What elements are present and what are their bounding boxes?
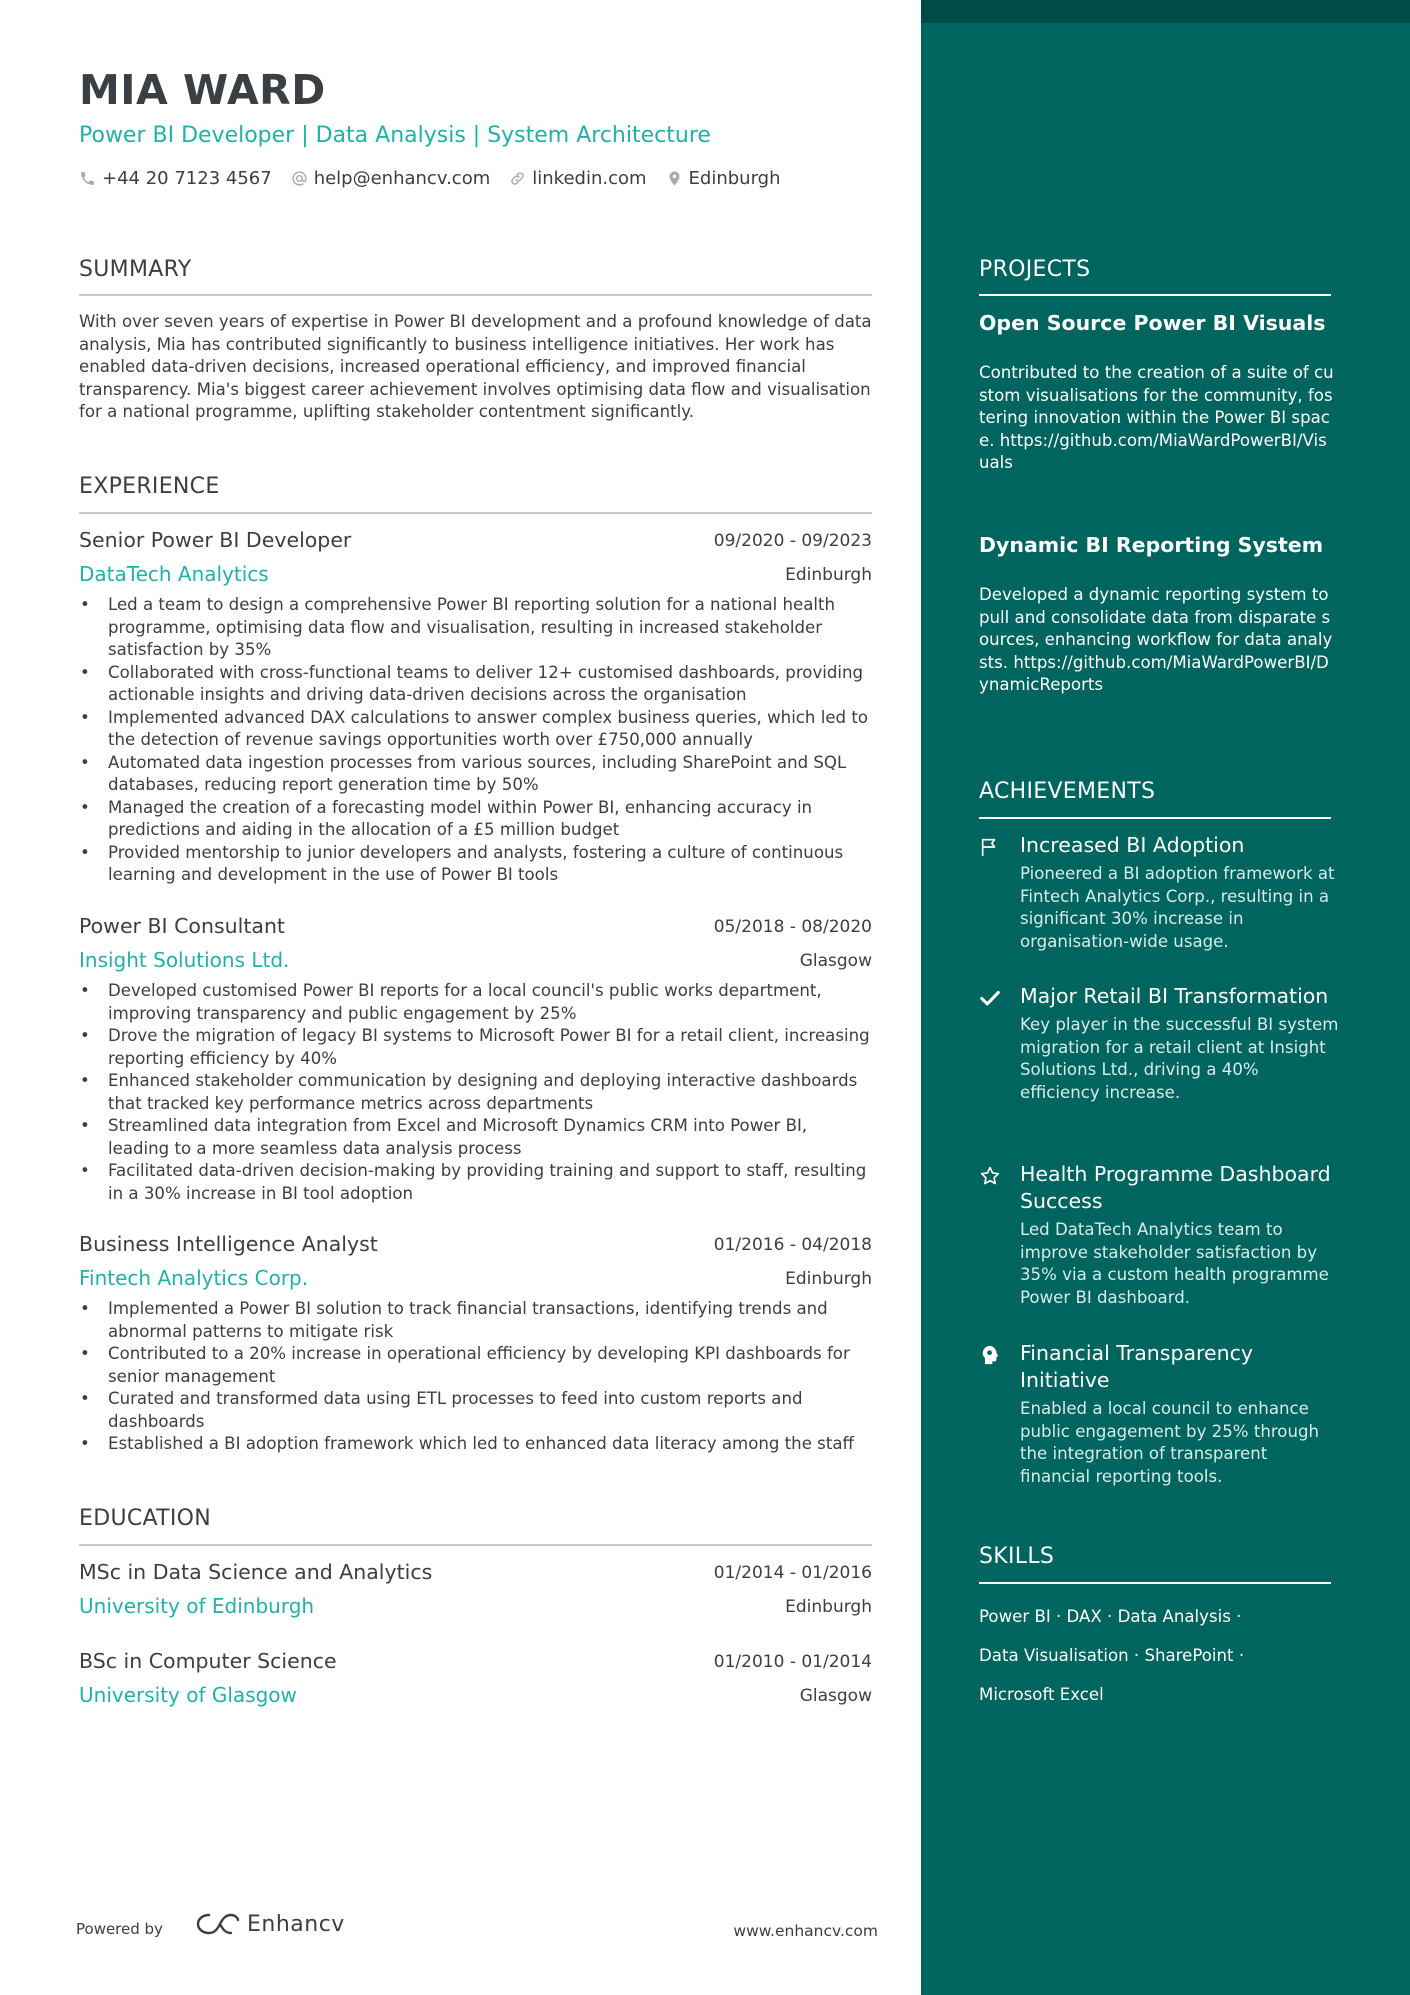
achievement-title: Health Programme Dashboard Success (1020, 1162, 1331, 1213)
skills-heading: SKILLS (979, 1544, 1055, 1569)
job-bullet: • Drove the migration of legacy BI systems to Microsoft Power BI for a retail client, increasing reporting efficiency by 40% (79, 1025, 872, 1070)
achievement-description: Enabled a local council to enhance public engagement by 25% through the integration of transparent financial reporting tools. (1020, 1399, 1320, 1486)
project-description: Developed a dynamic reporting system to pull and consolidate data from disparate sources, enhancing workflow for data analysts. https://github.com/MiaWardPowerBI/DynamicReports (979, 585, 1333, 694)
enhancv-logo-text: Enhancv (247, 1911, 345, 1937)
degree: MSc in Data Science and Analytics (79, 1560, 433, 1584)
skills-line: Power BI · DAX · Data Analysis · (979, 1607, 1242, 1626)
contact-phone[interactable] (79, 168, 272, 189)
education-divider (79, 1544, 872, 1546)
achievement-title: Financial Transparency Initiative (1020, 1341, 1254, 1392)
education-heading: EDUCATION (79, 1506, 212, 1531)
projects-heading: PROJECTS (979, 257, 1091, 282)
location-icon (666, 170, 683, 187)
skills-list (979, 1597, 1309, 1714)
job-bullet: • Provided mentorship to junior developers and analysts, fostering a culture of continuous learning and development in the use of Power BI tools (79, 842, 872, 887)
experience-divider (79, 512, 872, 514)
candidate-name: MIA WARD (79, 66, 326, 114)
education-location: Glasgow (799, 1686, 872, 1706)
enhancv-logo-icon (195, 1911, 241, 1937)
job-bullet: • Led a team to design a comprehensive Power BI reporting solution for a national health programme, optimising data flow and visualisation, resulting in increased stakeholder satisfaction by 35% (79, 594, 872, 662)
flag-icon (979, 836, 1001, 858)
achievement-title: Increased BI Adoption (1020, 833, 1245, 857)
headline: Power BI Developer | Data Analysis | System Architecture (79, 123, 711, 148)
job-bullet: • Implemented a Power BI solution to track financial transactions, identifying trends and abnormal patterns to mitigate risk (79, 1298, 872, 1343)
project-description: Contributed to the creation of a suite of custom visualisations for the community, fostering innovation within the Power BI space. https://github.com/MiaWardPowerBI/Visuals (979, 363, 1334, 472)
contact-email-text: help@enhancv.com (313, 168, 491, 189)
head-icon (979, 1344, 1001, 1366)
job-dates: 09/2020 - 09/2023 (713, 531, 872, 551)
job-bullet: • Automated data ingestion processes from various sources, including SharePoint and SQL databases, reducing report generation time by 50% (79, 752, 872, 797)
powered-by-label: Powered by (76, 1920, 163, 1938)
job-bullets (79, 980, 872, 1205)
job-location: Edinburgh (785, 565, 872, 585)
achievement-item (979, 983, 1339, 1104)
job-location: Edinburgh (785, 1269, 872, 1289)
link-icon (509, 170, 526, 187)
education-dates: 01/2010 - 01/2014 (713, 1652, 872, 1672)
education-entry (79, 1649, 872, 1717)
skills-line: Data Visualisation · SharePoint · (979, 1646, 1245, 1665)
summary-heading: SUMMARY (79, 257, 192, 282)
job-company: DataTech Analytics (79, 562, 269, 586)
job-entry (79, 914, 872, 1205)
check-icon (979, 987, 1001, 1009)
job-bullet: • Collaborated with cross-functional teams to deliver 12+ customised dashboards, providing actionable insights and driving data-driven decisions across the organisation (79, 662, 872, 707)
job-title: Senior Power BI Developer (79, 528, 352, 552)
job-dates: 01/2016 - 04/2018 (713, 1235, 872, 1255)
job-bullet: • Contributed to a 20% increase in operational efficiency by developing KPI dashboards for senior management (79, 1343, 872, 1388)
summary-text: With over seven years of expertise in Power BI development and a profound knowledge of data analysis, Mia has contributed significantly to business intelligence initiatives. Her work has enabled data-driven decisions, increased operational efficiency, and improved financial transparency. Mia's biggest career achievement involves optimising data flow and visualisation for a national programme, uplifting stakeholder contentment significantly. (79, 312, 872, 422)
project-title: Open Source Power BI Visuals (979, 311, 1326, 335)
school: University of Glasgow (79, 1683, 297, 1707)
achievement-item (979, 1340, 1339, 1488)
skills-divider (979, 1582, 1331, 1584)
job-bullets (79, 594, 872, 887)
job-company: Insight Solutions Ltd. (79, 948, 290, 972)
achievement-description: Led DataTech Analytics team to improve stakeholder satisfaction by 35% via a custom health programme Power BI dashboard. (1020, 1220, 1329, 1307)
contact-phone-text: +44 20 7123 4567 (102, 168, 272, 189)
education-entry (79, 1560, 872, 1628)
job-bullet: • Enhanced stakeholder communication by designing and deploying interactive dashboards that tracked key performance metrics across departments (79, 1070, 872, 1115)
sidebar-top-band (921, 0, 1410, 23)
job-bullet: • Implemented advanced DAX calculations to answer complex business queries, which led to the detection of revenue savings opportunities worth over £750,000 annually (79, 707, 872, 752)
job-bullet: • Developed customised Power BI reports for a local council's public works department, improving transparency and public engagement by 25% (79, 980, 872, 1025)
contact-email[interactable] (291, 168, 491, 189)
job-title: Business Intelligence Analyst (79, 1232, 378, 1256)
school: University of Edinburgh (79, 1594, 315, 1618)
achievement-item (979, 1161, 1339, 1309)
job-bullet: • Established a BI adoption framework which led to enhanced data literacy among the staff (79, 1433, 872, 1456)
projects-divider (979, 294, 1331, 296)
job-entry (79, 528, 872, 887)
achievements-heading: ACHIEVEMENTS (979, 779, 1156, 804)
education-dates: 01/2014 - 01/2016 (713, 1563, 872, 1583)
project-title: Dynamic BI Reporting System (979, 533, 1324, 557)
star-icon (979, 1165, 1001, 1187)
education-location: Edinburgh (785, 1597, 872, 1617)
job-bullet: • Managed the creation of a forecasting model within Power BI, enhancing accuracy in predictions and aiding in the allocation of a £5 million budget (79, 797, 872, 842)
job-company: Fintech Analytics Corp. (79, 1266, 309, 1290)
enhancv-logo[interactable] (195, 1911, 345, 1937)
job-bullet: • Facilitated data-driven decision-making by providing training and support to staff, resulting in a 30% increase in BI tool adoption (79, 1160, 872, 1205)
job-entry (79, 1232, 872, 1456)
achievement-item (979, 832, 1339, 953)
experience-heading: EXPERIENCE (79, 474, 220, 499)
job-bullets (79, 1298, 872, 1456)
contact-bar (79, 168, 800, 189)
summary-divider (79, 294, 872, 296)
contact-linkedin-text: linkedin.com (532, 168, 647, 189)
degree: BSc in Computer Science (79, 1649, 337, 1673)
contact-location (666, 168, 781, 189)
phone-icon (79, 170, 96, 187)
job-title: Power BI Consultant (79, 914, 285, 938)
at-icon (291, 170, 308, 187)
job-location: Glasgow (799, 951, 872, 971)
job-bullet: • Streamlined data integration from Excel and Microsoft Dynamics CRM into Power BI, leading to a more seamless data analysis process (79, 1115, 872, 1160)
achievement-description: Pioneered a BI adoption framework at Fintech Analytics Corp., resulting in a significant 30% increase in organisation-wide usage. (1020, 864, 1335, 951)
achievements-divider (979, 817, 1331, 819)
achievement-description: Key player in the successful BI system migration for a retail client at Insight Solutions Ltd., driving a 40% efficiency increase. (1020, 1015, 1339, 1102)
footer-url[interactable]: www.enhancv.com (733, 1922, 878, 1940)
job-bullet: • Curated and transformed data using ETL processes to feed into custom reports and dashboards (79, 1388, 872, 1433)
contact-linkedin[interactable] (509, 168, 646, 189)
skills-line: Microsoft Excel (979, 1685, 1104, 1704)
job-dates: 05/2018 - 08/2020 (713, 917, 872, 937)
achievement-title: Major Retail BI Transformation (1020, 984, 1329, 1008)
contact-location-text: Edinburgh (688, 168, 781, 189)
